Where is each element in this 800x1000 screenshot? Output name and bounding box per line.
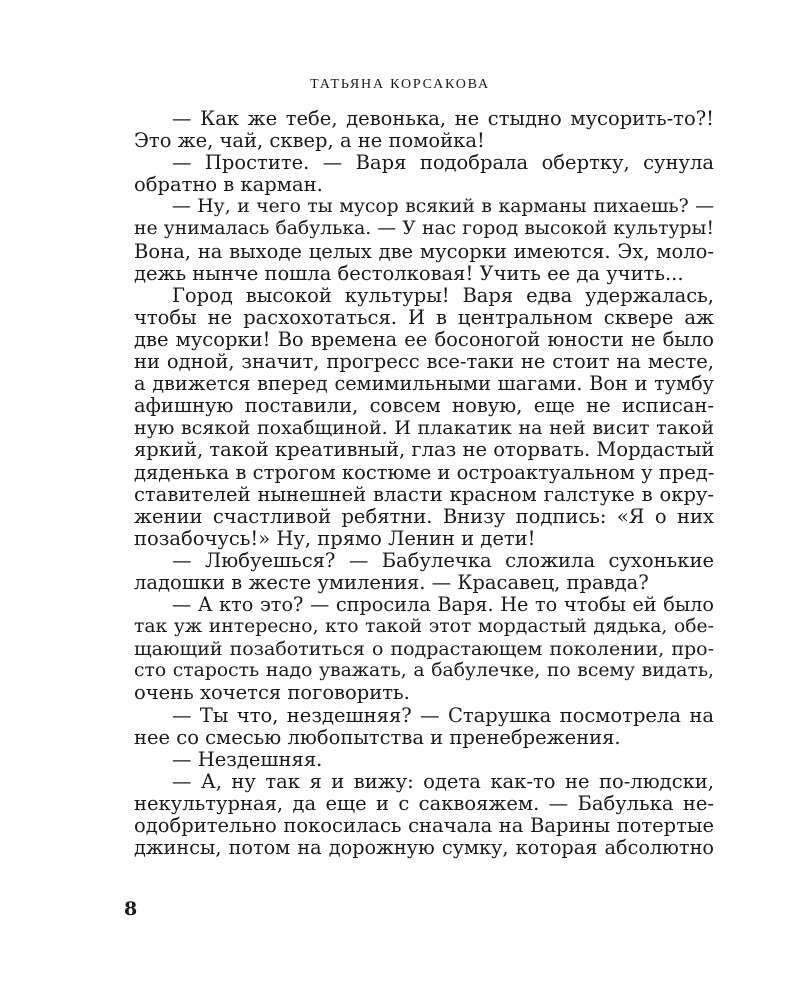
text-line: — Ты что, нездешняя? — Старушка посмотрела на [172, 703, 714, 727]
text-line: нее со смесью любопытства и пренебрежения. [134, 725, 621, 749]
text-line: так уж интересно, кто такой этот мордастый дядька, обе- [134, 616, 714, 638]
text-line: сто старость надо уважать, а бабулечке, по всему видать, [134, 660, 714, 682]
text-line: джинсы, потом на дорожную сумку, которая абсолютно [134, 836, 714, 860]
text-line: яркий, такой креативный, глаз не оторвать. Мордастый [134, 438, 715, 462]
running-head: ТАТЬЯНА КОРСАКОВА [310, 77, 490, 92]
text-line: — А кто это? — спросила Варя. Не то чтобы ей было [172, 593, 714, 617]
text-line: дежь нынче пошла бестолковая! Учить ее да учить... [134, 261, 684, 285]
text-line: некультурная, да еще и с саквояжем. — Бабулька не- [134, 791, 714, 815]
text-line: обратно в карман. [134, 173, 323, 197]
text-line: — Любуешься? — Бабулечка сложила сухонькие [172, 548, 714, 572]
text-line: ладошки в жесте умиления. — Красавец, правда? [134, 570, 649, 594]
text-line: Вона, на выходе целых две мусорки имеются. Эх, моло- [134, 239, 714, 263]
text-line: — А, ну так я и вижу: одета как-то не по-людски, [172, 769, 714, 793]
text-line: очень хочется поговорить. [134, 681, 410, 705]
text-line: Город высокой культуры! Варя едва удержалась, [172, 283, 714, 307]
body-text [134, 108, 714, 859]
text-line: не унималась бабулька. — У нас город высокой культуры! [134, 218, 714, 240]
text-line: две мусорки! Во времена ее босоногой юности не было [134, 327, 714, 351]
text-line: дяденька в строгом костюме и остроактуальном у пред- [134, 460, 715, 484]
text-line: — Ну, и чего ты мусор всякий в карманы пихаешь? — [172, 196, 714, 218]
text-line: одобрительно покосилась сначала на Варины потертые [134, 814, 714, 837]
text-line: — Нездешняя. [172, 747, 323, 771]
text-line: позабочусь!» Ну, прямо Ленин и дети! [134, 526, 536, 550]
text-line: чтобы не расхохотаться. И в центральном сквере аж [134, 305, 714, 329]
page-number: 8 [124, 898, 138, 920]
text-line: щающий позаботиться о подрастающем поколении, про- [134, 638, 714, 661]
text-line: афишную поставили, совсем новую, еще не исписан- [134, 394, 714, 418]
text-line: ную всякой похабщиной. И плакатик на ней висит такой [134, 417, 714, 440]
text-line: — Простите. — Варя подобрала обертку, сунула [172, 151, 714, 175]
text-line: а движется вперед семимильными шагами. Вон и тумбу [134, 372, 714, 396]
text-line: ставителей нынешней власти красном галстуке в окру- [134, 482, 714, 506]
text-line: жении счастливой ребятни. Внизу подпись: «Я о них [134, 504, 714, 528]
text-line: ни одной, значит, прогресс все-таки не стоит на месте, [134, 350, 714, 374]
text-line: — Как же тебе, девонька, не стыдно мусорить-то?! [172, 107, 714, 130]
text-line: Это же, чай, сквер, а не помойка! [134, 129, 485, 153]
